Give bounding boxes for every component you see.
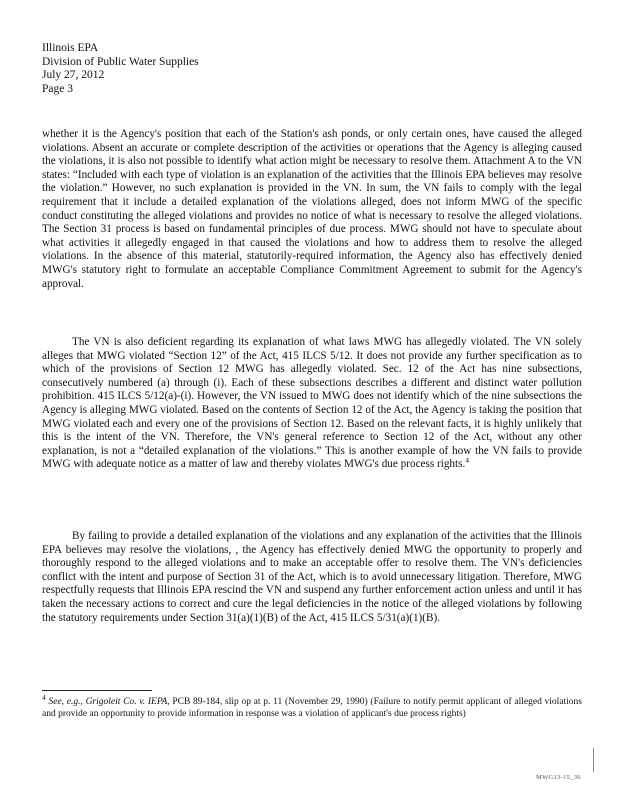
letter-header	[42, 42, 199, 96]
footnote-number: 4	[42, 692, 46, 702]
bates-number: MWG13-15_36	[536, 774, 581, 781]
footnote-divider	[42, 690, 152, 691]
footnote-case-name: Grigoleit Co. v. IEPA	[85, 697, 168, 707]
footnote-signal: See, e.g.,	[48, 697, 83, 707]
paragraph-1-text: whether it is the Agency's position that each of the Station's ash ponds, or only certain ones, have caused the alleged violations. Absent an accurate or complete description of the activities or operations that the Agency is alleging caused the violations, it is also not possible to identify what action might be necessary to resolve them. Attachment A to the VN states: “Included with each type of violation is an explanation of the activities that the Illinois EPA believes may resolve the violation.” However, no such explanation is provided in the VN. In sum, the VN fails to comply with the legal requirement that it include a detailed explanation of the violations alleged, does not inform MWG of the specific conduct constituting the alleged violations and provides no notice of what is necessary to resolve the alleged violations. The Section 31 process is based on fundamental principles of due process. MWG should not have to speculate about what activities it allegedly engaged in that caused the violations and how to address them to resolve the alleged violations. In the absence of this material, statutorily-required information, the Agency also has effectively denied MWG's statutory right to formulate an acceptable Compliance Commitment Agreement to submit for the Agency's approval.	[42, 128, 582, 290]
paragraph-2-text: The VN is also deficient regarding its explanation of what laws MWG has allegedly violated. The VN solely alleges that MWG violated “Section 12” of the Act, 415 ILCS 5/12. It does not provide any further specification as to which of the provisions of Section 12 MWG has allegedly violated. Sec. 12 of the Act has nine subsections, consecutively numbered (a) through (i). Each of these subsections describes a different and distinct water pollution prohibition. 415 ILCS 5/12(a)-(i). However, the VN issued to MWG does not identify which of the nine subsections the Agency is alleging MWG violated. Based on the contents of Section 12 of the Act, the Agency is taking the position that MWG violated each and every one of the provisions of Section 12. Based on the relevant facts, it is highly unlikely that this is the intent of the VN. Therefore, the VN's general reference to Section 12 of the Act, without any other explanation, is not a “detailed explanation of the violations.” This is another example of how the VN fails to provide MWG with adequate notice as a matter of law and thereby violates MWG's due process rights.	[42, 336, 582, 471]
header-recipient: Illinois EPA	[42, 42, 99, 54]
body-paragraph-3	[42, 530, 582, 625]
header-division: Division of Public Water Supplies	[42, 55, 199, 68]
margin-mark	[593, 748, 594, 772]
footnote-text: , PCB 89-184, slip op at p. 11 (November 29, 1990) (Failure to notify permit applicant of alleged violations and provide an opportunity to provide information in response was a violation of applicant's due process rights)	[42, 697, 583, 719]
footnote	[42, 692, 583, 720]
body-paragraph-1	[42, 128, 582, 291]
header-date: July 27, 2012	[42, 69, 105, 81]
body-paragraph-2	[42, 336, 582, 472]
header-page-number: Page 3	[42, 82, 73, 95]
paragraph-3-text: By failing to provide a detailed explanation of the violations and any explanation of the activities that the Illinois EPA believes may resolve the violations, , the Agency has effectively denied MWG the opportunity to properly and thoroughly respond to the alleged violations and to make an acceptable offer to resolve them. The VN's deficiencies conflict with the intent and purpose of Section 31 of the Act, which is to avoid unnecessary litigation. Therefore, MWG respectfully requests that Illinois EPA rescind the VN and suspend any further enforcement action unless and until it has taken the necessary actions to correct and cure the legal deficiencies in the notice of the alleged violations by following the statutory requirements under Section 31(a)(1)(B) of the Act, 415 ILCS 5/31(a)(1)(B).	[42, 530, 582, 624]
footnote-reference: 4	[465, 455, 470, 465]
